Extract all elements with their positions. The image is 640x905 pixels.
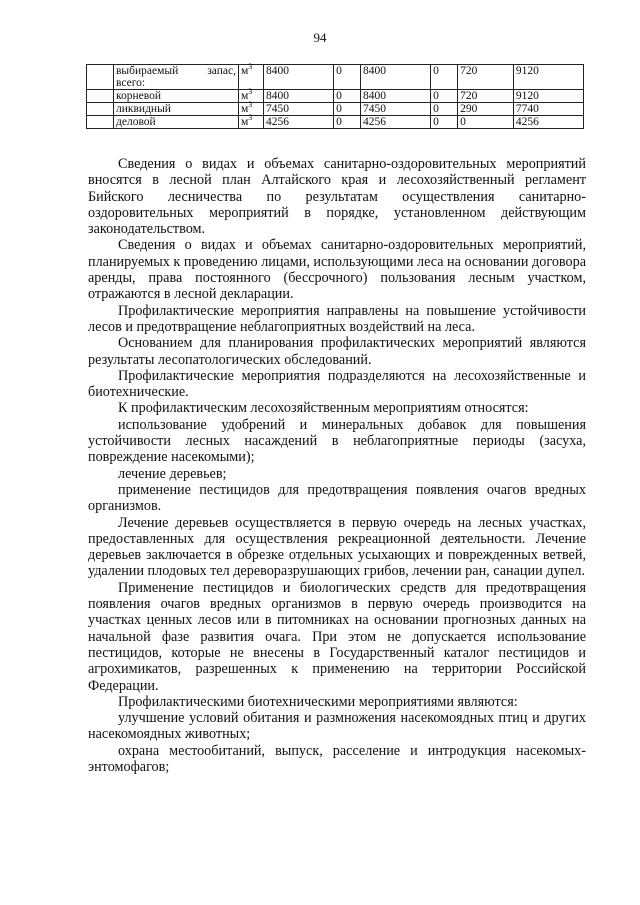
table-cell: 4256 bbox=[513, 116, 583, 129]
table-cell: 0 bbox=[334, 103, 361, 116]
unit-label: м bbox=[241, 103, 249, 115]
paragraph: Лечение деревьев осуществляется в первую очередь на лесных участках, предоставленных для осуществления рекреационной деятельности. Лечение деревьев заключается в обрезке отдельных усыхающих и поврежденных ветвей, удалении плодовых тел дереворазрушающих грибов, лечении ран, санации дупел. bbox=[88, 514, 586, 580]
table-cell: деловой bbox=[114, 116, 239, 129]
row-label: всего: bbox=[116, 77, 146, 89]
table-cell: 0 bbox=[431, 103, 458, 116]
table-row bbox=[87, 65, 584, 90]
paragraph: Применение пестицидов и биологических средств для предотвращения появления очагов вредных организмов в первую очередь производится на участках ценных лесов или в питомниках на основании прогнозных данных на начальной фазе развития очага. При этом не допускается использование пестицидов, которые не внесены в Государственный каталог пестицидов и агрохимикатов, разрешенных к применению на территории Российской Федерации. bbox=[88, 579, 586, 694]
unit-label: м bbox=[241, 116, 249, 128]
volume-table bbox=[86, 64, 584, 129]
list-item: лечение деревьев; bbox=[118, 465, 227, 482]
body-text bbox=[88, 156, 586, 775]
table-row bbox=[87, 103, 584, 116]
list-item: улучшение условий обитания и размножения насекомоядных птиц и других насекомоядных животных; bbox=[88, 710, 586, 743]
table-cell: 0 bbox=[334, 90, 361, 103]
unit-sup: 3 bbox=[248, 113, 253, 123]
list-item: применение пестицидов для предотвращения появления очагов вредных организмов. bbox=[88, 481, 586, 515]
table-cell: 720 bbox=[458, 65, 514, 90]
unit-label: м bbox=[241, 65, 249, 77]
table-cell bbox=[239, 62, 264, 90]
table-cell: 8400 bbox=[361, 90, 431, 103]
paragraph: Профилактические мероприятия подразделяются на лесохозяйственные и биотехнические. bbox=[88, 367, 586, 401]
table-cell: 0 bbox=[431, 116, 458, 129]
table-cell: 4256 bbox=[264, 116, 334, 129]
unit-sup: 3 bbox=[248, 100, 253, 110]
table-row bbox=[87, 90, 584, 103]
table-cell: 9120 bbox=[513, 65, 583, 90]
paragraph: К профилактическим лесохозяйственным мероприятиям относятся: bbox=[118, 400, 529, 417]
paragraph: Профилактическими биотехническими мероприятиями являются: bbox=[118, 693, 518, 710]
table-cell: 0 bbox=[458, 116, 514, 129]
list-item: использование удобрений и минеральных добавок для повышения устойчивости лесных насаждений в неблагоприятные периоды (засуха, повреждение насекомыми); bbox=[88, 416, 586, 466]
table-cell: 9120 bbox=[513, 90, 583, 103]
table-cell: 8400 bbox=[264, 90, 334, 103]
page-number: 94 bbox=[313, 30, 327, 45]
list-item: охрана местообитаний, выпуск, расселение и интродукция насекомых-энтомофагов; bbox=[88, 742, 586, 775]
table-row bbox=[87, 116, 584, 129]
paragraph: Сведения о видах и объемах санитарно-оздоровительных мероприятий, планируемых к проведению лицами, использующими леса на основании договора аренды, права постоянного (бессрочного) пользования лесным участком, отражаются в лесной декларации. bbox=[88, 237, 587, 303]
table-cell: 7450 bbox=[264, 103, 334, 116]
table-cell: 0 bbox=[334, 116, 361, 129]
table-cell bbox=[239, 113, 264, 129]
table-cell: 0 bbox=[431, 90, 458, 103]
table-cell: корневой bbox=[114, 90, 239, 103]
paragraph: Основанием для планирования профилактических мероприятий являются результаты лесопатологических обследований. bbox=[88, 335, 586, 368]
unit-label: м bbox=[241, 90, 249, 102]
paragraph: Профилактические мероприятия направлены на повышение устойчивости лесов и предотвращение неблагоприятных воздействий на леса. bbox=[88, 302, 586, 335]
table-cell bbox=[87, 65, 114, 90]
table-cell bbox=[87, 103, 114, 116]
table-cell: ликвидный bbox=[114, 103, 239, 116]
table-cell bbox=[87, 116, 114, 129]
table-cell: 0 bbox=[334, 65, 361, 90]
table-cell: 7740 bbox=[513, 103, 583, 116]
row-label: выбираемый bbox=[116, 65, 179, 77]
table-cell: 0 bbox=[431, 65, 458, 90]
table-cell: 8400 bbox=[361, 65, 431, 90]
table-cell bbox=[87, 90, 114, 103]
paragraph: Сведения о видах и объемах санитарно-оздоровительных мероприятий вносятся в лесной план Алтайского края и лесохозяйственный регламент Бийского лесничества по результатам осуществления санитарно-оздоровительных мероприятий в порядке, установленном действующим законодательством. bbox=[88, 156, 586, 238]
table-cell bbox=[114, 65, 239, 90]
table-cell: 720 bbox=[458, 90, 514, 103]
table-cell: 7450 bbox=[361, 103, 431, 116]
table-cell: 8400 bbox=[264, 65, 334, 90]
row-label: запас, bbox=[207, 65, 236, 77]
table-cell: 290 bbox=[458, 103, 514, 116]
table-cell: 4256 bbox=[361, 116, 431, 129]
unit-sup: 3 bbox=[248, 87, 253, 97]
unit-sup: 3 bbox=[248, 62, 253, 72]
